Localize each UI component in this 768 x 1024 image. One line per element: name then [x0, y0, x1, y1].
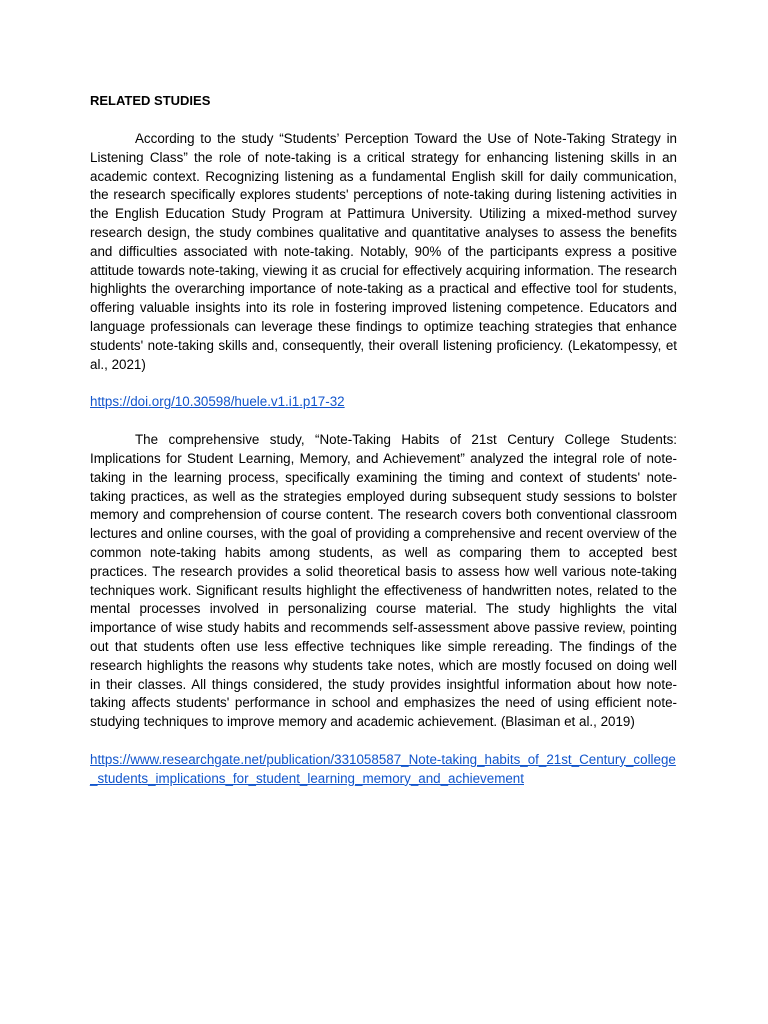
reference-link-line-2 [90, 751, 677, 789]
document-page [90, 92, 677, 808]
researchgate-link[interactable]: https://www.researchgate.net/publication/331058587_Note-taking_habits_of_21st_Century_college_students_implications_for_student_learning_memory_and_achievement [90, 751, 676, 786]
study-paragraph-1: According to the study “Students’ Perception Toward the Use of Note-Taking Strategy in Listening Class” the role of note-taking is a critical strategy for enhancing listening skills in an academic context. Recognizing listening as a fundamental English skill for daily communication, the research specifically explores students' perceptions of note-taking during listening activities in the English Education Study Program at Pattimura University. Utilizing a mixed-method survey research design, the study combines qualitative and quantitative analyses to assess the benefits and difficulties associated with note-taking. Notably, 90% of the participants express a positive attitude towards note-taking, viewing it as crucial for effectively acquiring information. The research highlights the overarching importance of note-taking as a practical and effective tool for students, offering valuable insights into its role in fostering improved listening competence. Educators and language professionals can leverage these findings to optimize teaching strategies that enhance students' note-taking skills and, consequently, their overall listening proficiency. (Lekatompessy, et al., 2021) [90, 131, 677, 372]
reference-link-line-1 [90, 393, 677, 412]
section-heading: RELATED STUDIES [90, 93, 211, 108]
study-paragraph-2: The comprehensive study, “Note-Taking Habits of 21st Century College Students: Implications for Student Learning, Memory, and Achievement” analyzed the integral role of note-taking in the learning process, specifically examining the timing and context of students' note-taking practices, as well as the strategies employed during subsequent study sessions to bolster memory and comprehension of course content. The research covers both conventional classroom lectures and online courses, with the goal of providing a comprehensive and recent overview of the common note-taking habits among students, as well as comparing them to accepted best practices. The research provides a solid theoretical basis to assess how well various note-taking techniques work. Significant results highlight the effectiveness of handwritten notes, related to the mental processes involved in personalizing course material. The study highlights the vital importance of wise study habits and recommends self-assessment above passive review, pointing out that students often use less effective techniques like simple rereading. The findings of the research highlights the reasons why students take notes, which are mostly focused on doing well in their classes. All things considered, the study provides insightful information about how note-taking affects students' performance in school and emphasizes the need of using efficient note-studying techniques to improve memory and academic achievement. (Blasiman et al., 2019) [90, 432, 677, 730]
doi-link[interactable]: https://doi.org/10.30598/huele.v1.i1.p17-32 [90, 394, 345, 410]
